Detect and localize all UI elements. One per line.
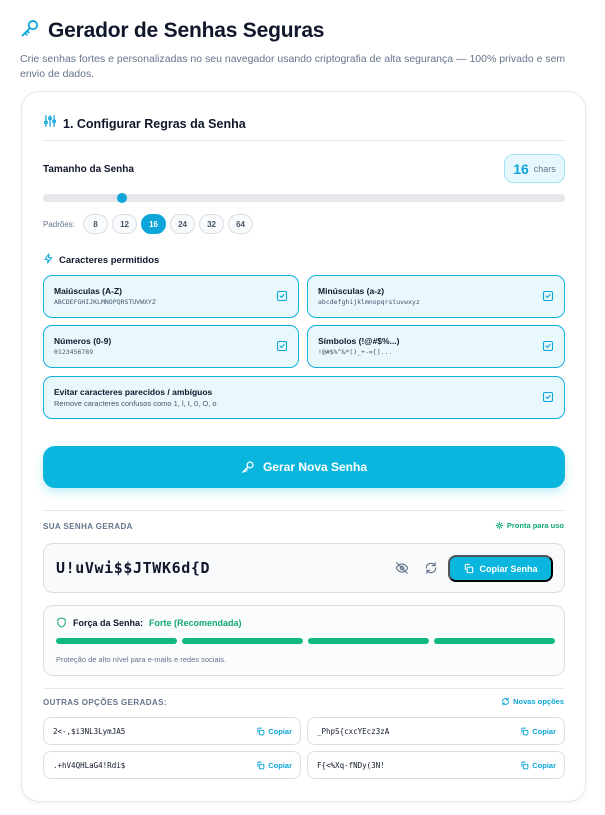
alt-copy-label: Copiar (268, 761, 292, 770)
preset-button-64[interactable]: 64 (228, 214, 253, 234)
ready-text: Pronta para uso (506, 521, 564, 530)
option-charset: abcdefghijklmnopqrstuvwxyz (318, 298, 420, 306)
generated-password[interactable]: U!uVwi$$JTWK6d{D (56, 559, 211, 577)
option-title: Evitar caracteres parecidos / ambíguos (54, 387, 213, 397)
page-header (20, 18, 590, 82)
strength-value: Forte (Recomendada) (149, 617, 242, 628)
strength-meter (56, 638, 555, 644)
length-presets (43, 214, 253, 234)
option-numbers[interactable] (43, 325, 299, 368)
output-label: SUA SENHA GERADA (43, 522, 133, 531)
copy-icon (463, 563, 474, 574)
charset-title: Caracteres permitidos (59, 254, 160, 266)
alt-copy-button[interactable] (256, 761, 292, 770)
generate-button-label: Gerar Nova Senha (262, 460, 368, 474)
eye-off-icon[interactable] (395, 561, 409, 575)
option-title: Minúsculas (a-z) (318, 286, 385, 296)
option-lowercase[interactable] (307, 275, 565, 318)
key-icon (20, 18, 40, 43)
preset-button-8[interactable]: 8 (83, 214, 108, 234)
copy-password-label: Copiar Senha (479, 563, 538, 574)
alt-password: F{<%Xq-fNDy(3N! (317, 761, 385, 770)
preset-button-24[interactable]: 24 (170, 214, 195, 234)
length-slider-thumb[interactable] (117, 193, 127, 203)
alt-password: .+hV4QHLaG4!Rdi$ (53, 761, 126, 770)
alt-copy-label: Copiar (532, 761, 556, 770)
check-square-icon[interactable] (276, 340, 288, 352)
refresh-icon[interactable] (424, 561, 438, 575)
section-divider (43, 510, 565, 511)
length-badge (504, 154, 565, 183)
alternatives-label: OUTRAS OPÇÕES GERADAS: (43, 698, 167, 707)
strength-header (56, 617, 242, 628)
alt-password-item[interactable] (307, 717, 565, 745)
copy-icon (256, 727, 265, 736)
check-square-icon[interactable] (542, 290, 554, 302)
strength-label: Força da Senha: (73, 617, 144, 628)
copy-icon (520, 761, 529, 770)
generate-button[interactable] (43, 446, 565, 488)
alt-copy-button[interactable] (520, 761, 556, 770)
alt-password-item[interactable] (307, 751, 565, 779)
page-title: Gerador de Senhas Seguras (48, 18, 325, 42)
presets-label: Padrões: (43, 219, 76, 229)
option-charset: 0123456789 (54, 348, 94, 356)
shield-icon (56, 617, 67, 628)
alt-copy-button[interactable] (520, 727, 556, 736)
option-symbols[interactable] (307, 325, 565, 368)
alt-copy-button[interactable] (256, 727, 292, 736)
alt-copy-label: Copiar (532, 727, 556, 736)
generator-card (21, 91, 586, 802)
preset-button-12[interactable]: 12 (112, 214, 137, 234)
option-avoid-ambiguous[interactable] (43, 376, 565, 419)
charset-header (43, 253, 159, 267)
option-uppercase[interactable] (43, 275, 299, 318)
check-square-icon[interactable] (542, 391, 554, 403)
config-section-header (43, 114, 246, 133)
preset-button-32[interactable]: 32 (199, 214, 224, 234)
strength-segment (56, 638, 177, 644)
new-options-button[interactable] (501, 697, 564, 706)
copy-password-button[interactable] (448, 555, 553, 582)
length-label: Tamanho da Senha (43, 164, 134, 175)
alt-password-item[interactable] (43, 717, 301, 745)
copy-icon (256, 761, 265, 770)
copy-icon (520, 727, 529, 736)
strength-description: Proteção de alto nível para e-mails e redes sociais. (56, 655, 227, 664)
zap-icon (43, 253, 54, 267)
alt-password-item[interactable] (43, 751, 301, 779)
option-title: Números (0-9) (54, 336, 112, 346)
option-title: Maiúsculas (A-Z) (54, 286, 123, 296)
alt-copy-label: Copiar (268, 727, 292, 736)
password-output (43, 543, 565, 593)
strength-segment (434, 638, 555, 644)
key-icon (241, 460, 255, 474)
refresh-icon (501, 697, 510, 706)
alt-password: _PhpS{cxcYEcz3zA (317, 727, 390, 736)
strength-segment (182, 638, 303, 644)
section-divider (43, 140, 565, 141)
sparkle-icon (495, 521, 504, 530)
new-options-label: Novas opções (513, 697, 564, 706)
option-description: Remove caracteres confusos como 1, l, I, 0, O, o (54, 399, 217, 408)
page-subtitle: Crie senhas fortes e personalizadas no seu navegador usando criptografia de alta segurança — 100% privado e sem envio de dados. (20, 53, 566, 80)
strength-segment (308, 638, 429, 644)
option-title: Símbolos (!@#$%...) (318, 336, 400, 346)
alt-password: 2<-,$i3NL3LymJA5 (53, 727, 126, 736)
section-divider (43, 688, 565, 689)
check-square-icon[interactable] (276, 290, 288, 302)
option-charset: !@#$%^&*()_+-=[]... (318, 348, 393, 356)
check-square-icon[interactable] (542, 340, 554, 352)
ready-status (495, 521, 564, 530)
strength-panel (43, 605, 565, 676)
preset-button-16[interactable]: 16 (141, 214, 166, 234)
sliders-icon (43, 114, 57, 133)
length-value: 16 (513, 160, 529, 177)
length-unit: chars (533, 163, 556, 174)
config-section-title: 1. Configurar Regras da Senha (63, 116, 246, 131)
option-charset: ABCDEFGHIJKLMNOPQRSTUVWXYZ (54, 298, 156, 306)
title-row (20, 18, 590, 43)
